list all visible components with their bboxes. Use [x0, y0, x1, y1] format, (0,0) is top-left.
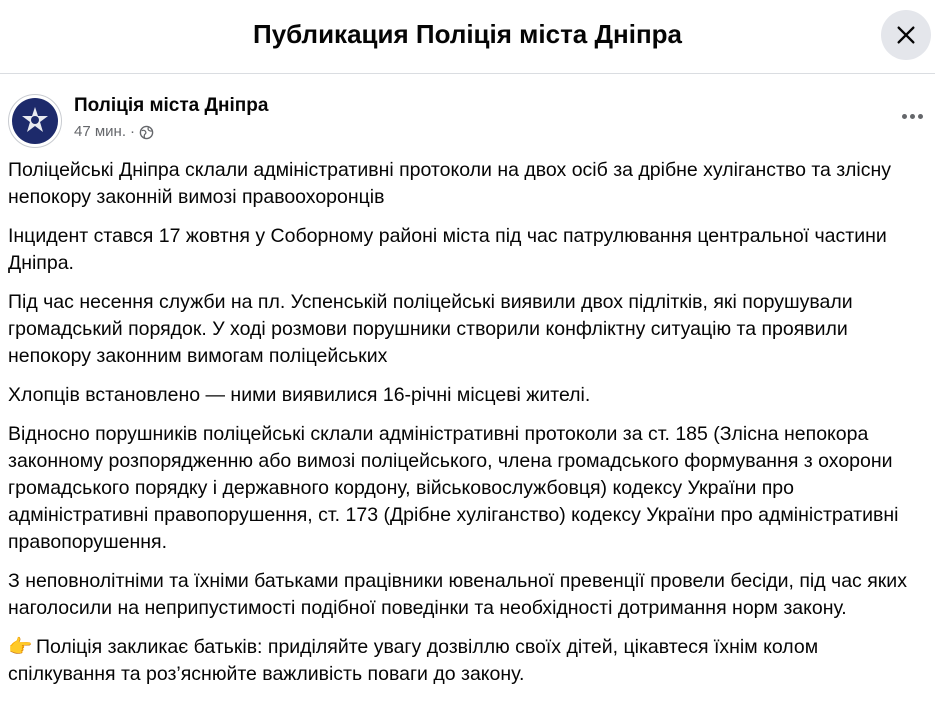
more-options-button[interactable] — [894, 100, 930, 132]
post-paragraph: Хлопців встановлено — ними виявилися 16-річні місцеві жителі. — [8, 384, 591, 406]
post-paragraph: Відносно порушників поліцейські склали адміністративні протоколи за ст. 185 (Злісна непокора законному розпорядженню або вимозі поліцейського, члена громадського формування з охорони громадського порядку і державного кордону, військовослужбовця) кодексу України про адміністративні правопорушення, ст. 173 (Дрібне хуліганство) кодексу України про адміністративні правопорушення. — [8, 423, 899, 553]
post-paragraph-last — [8, 634, 930, 688]
post-paragraph: З неповнолітніми та їхніми батьками працівники ювенальної превенції провели бесіди, під час яких наголосили на неприпустимості подібної поведінки та необхідності дотримання норм закону. — [8, 570, 907, 619]
post-meta — [74, 122, 154, 142]
more-options-dot — [910, 114, 915, 119]
post-paragraph-text: Поліція закликає батьків: приділяйте увагу дозвіллю своїх дітей, цікавтеся їхнім колом спілкування та роз’яснюйте важливість поваги до закону. — [8, 636, 819, 685]
more-options-icon — [902, 114, 907, 119]
more-options-dot — [918, 114, 923, 119]
post-text — [8, 157, 930, 700]
close-button[interactable] — [881, 10, 931, 60]
dialog-title: Публикация Поліція міста Дніпра — [253, 19, 682, 49]
post-paragraph: Під час несення служби на пл. Успенській поліцейські виявили двох підлітків, які порушували громадський порядок. У ході розмови порушники створили конфліктну ситуацію та проявили непокору законним вимогам поліцейських — [8, 291, 853, 367]
post-author[interactable]: Поліція міста Дніпра — [74, 95, 269, 116]
dialog-header — [0, 0, 935, 74]
police-badge-icon — [12, 98, 58, 144]
globe-icon[interactable] — [139, 125, 154, 140]
pointing-hand-icon: 👉 — [8, 636, 33, 658]
close-icon — [895, 24, 917, 46]
avatar[interactable] — [8, 94, 62, 148]
post-paragraph: Інцидент стався 17 жовтня у Соборному районі міста під час патрулювання центральної частини Дніпра. — [8, 225, 887, 274]
post-paragraph: Поліцейські Дніпра склали адміністративні протоколи на двох осіб за дрібне хуліганство та злісну непокору законній вимозі правоохоронців — [8, 159, 892, 208]
post-time[interactable]: 47 мин. — [74, 123, 126, 140]
meta-separator: · — [130, 123, 135, 140]
